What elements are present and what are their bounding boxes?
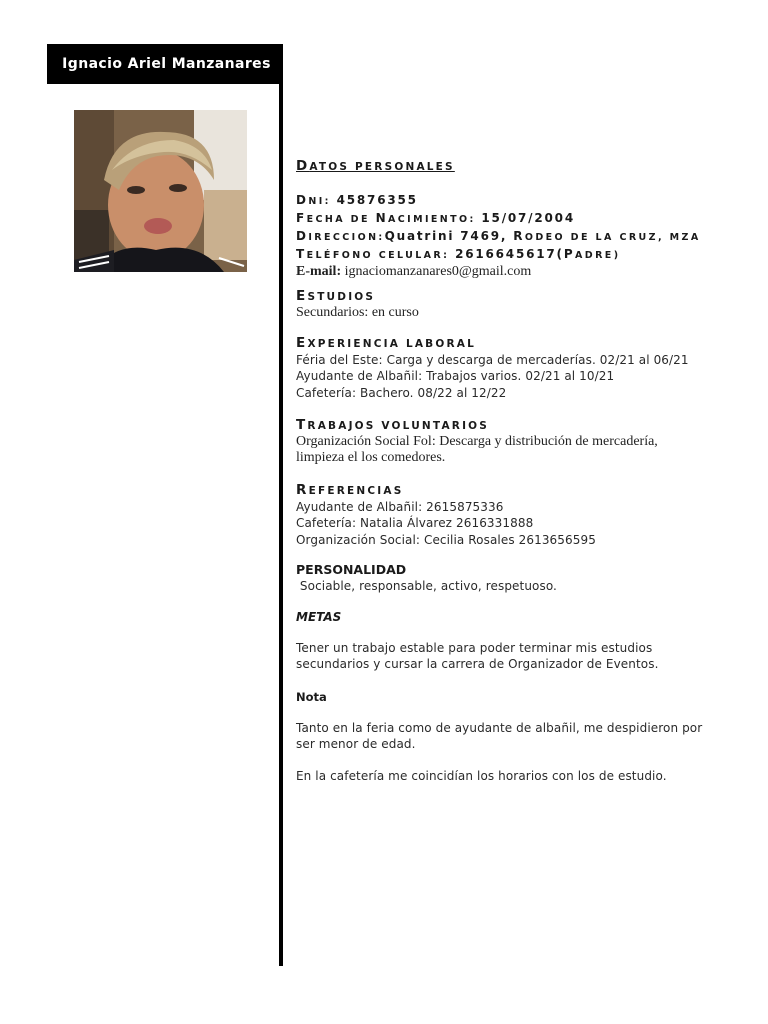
section-title: TRABAJOS VOLUNTARIOS bbox=[296, 417, 490, 433]
section-title: PERSONALIDAD bbox=[296, 562, 407, 577]
section-title: DATOS PERSONALES bbox=[296, 158, 455, 174]
personalidad-text: Sociable, responsable, activo, respetuoso. bbox=[296, 579, 557, 593]
list-item: Ayudante de Albañil: 2615875336 bbox=[296, 500, 504, 514]
nota-text: ser menor de edad. bbox=[296, 737, 416, 752]
section-title: ESTUDIOS bbox=[296, 288, 376, 304]
section-datos-personales bbox=[296, 158, 736, 175]
name-header bbox=[47, 44, 282, 84]
nota-text: En la cafetería me coincidían los horarios con los de estudio. bbox=[296, 768, 667, 783]
section-personalidad bbox=[296, 562, 736, 594]
profile-photo bbox=[74, 110, 247, 272]
section-title: METAS bbox=[296, 610, 342, 624]
personal-details bbox=[296, 192, 736, 280]
nota-text: Tanto en la feria como de ayudante de albañil, me despidieron por bbox=[296, 721, 703, 735]
section-title: EXPERIENCIA LABORAL bbox=[296, 335, 476, 351]
section-referencias bbox=[296, 482, 736, 548]
section-estudios bbox=[296, 288, 736, 321]
voluntarios-text: Organización Social Fol: Descarga y distribución de mercadería, bbox=[296, 434, 658, 449]
full-name: Ignacio Ariel Manzanares bbox=[62, 56, 271, 72]
section-title: REFERENCIAS bbox=[296, 482, 404, 498]
address-line: DIRECCION:Quatrini 7469, RODEO DE LA CRUZ, MZA bbox=[296, 229, 701, 243]
phone-line: TELÉFONO CELULAR: 2616645617(PADRE) bbox=[296, 247, 621, 261]
vertical-divider bbox=[279, 44, 283, 966]
estudios-text: Secundarios: en curso bbox=[296, 305, 419, 320]
dni-line: DNI: 45876355 bbox=[296, 193, 418, 207]
section-experiencia bbox=[296, 335, 736, 401]
email-value: ignaciomanzanares0@gmail.com bbox=[344, 264, 532, 279]
section-nota bbox=[296, 690, 736, 784]
section-title: Nota bbox=[296, 690, 327, 704]
list-item: Cafetería: Natalia Álvarez 2616331888 bbox=[296, 516, 534, 531]
list-item: Cafetería: Bachero. 08/22 al 12/22 bbox=[296, 385, 507, 400]
list-item: Organización Social: Cecilia Rosales 2613656595 bbox=[296, 532, 596, 547]
email-line: E-mail: ignaciomanzanares0@gmail.com bbox=[296, 264, 532, 279]
list-item: Féria del Este: Carga y descarga de mercaderías. 02/21 al 06/21 bbox=[296, 353, 689, 367]
list-item: Ayudante de Albañil: Trabajos varios. 02/21 al 10/21 bbox=[296, 369, 615, 384]
metas-text: Tener un trabajo estable para poder terminar mis estudios bbox=[296, 641, 653, 655]
voluntarios-text: limpieza el los comedores. bbox=[296, 450, 446, 465]
section-voluntarios bbox=[296, 417, 736, 466]
birthdate-line: FECHA DE NACIMIENTO: 15/07/2004 bbox=[296, 211, 575, 225]
metas-text: secundarios y cursar la carrera de Organizador de Eventos. bbox=[296, 657, 659, 672]
section-metas bbox=[296, 610, 736, 673]
